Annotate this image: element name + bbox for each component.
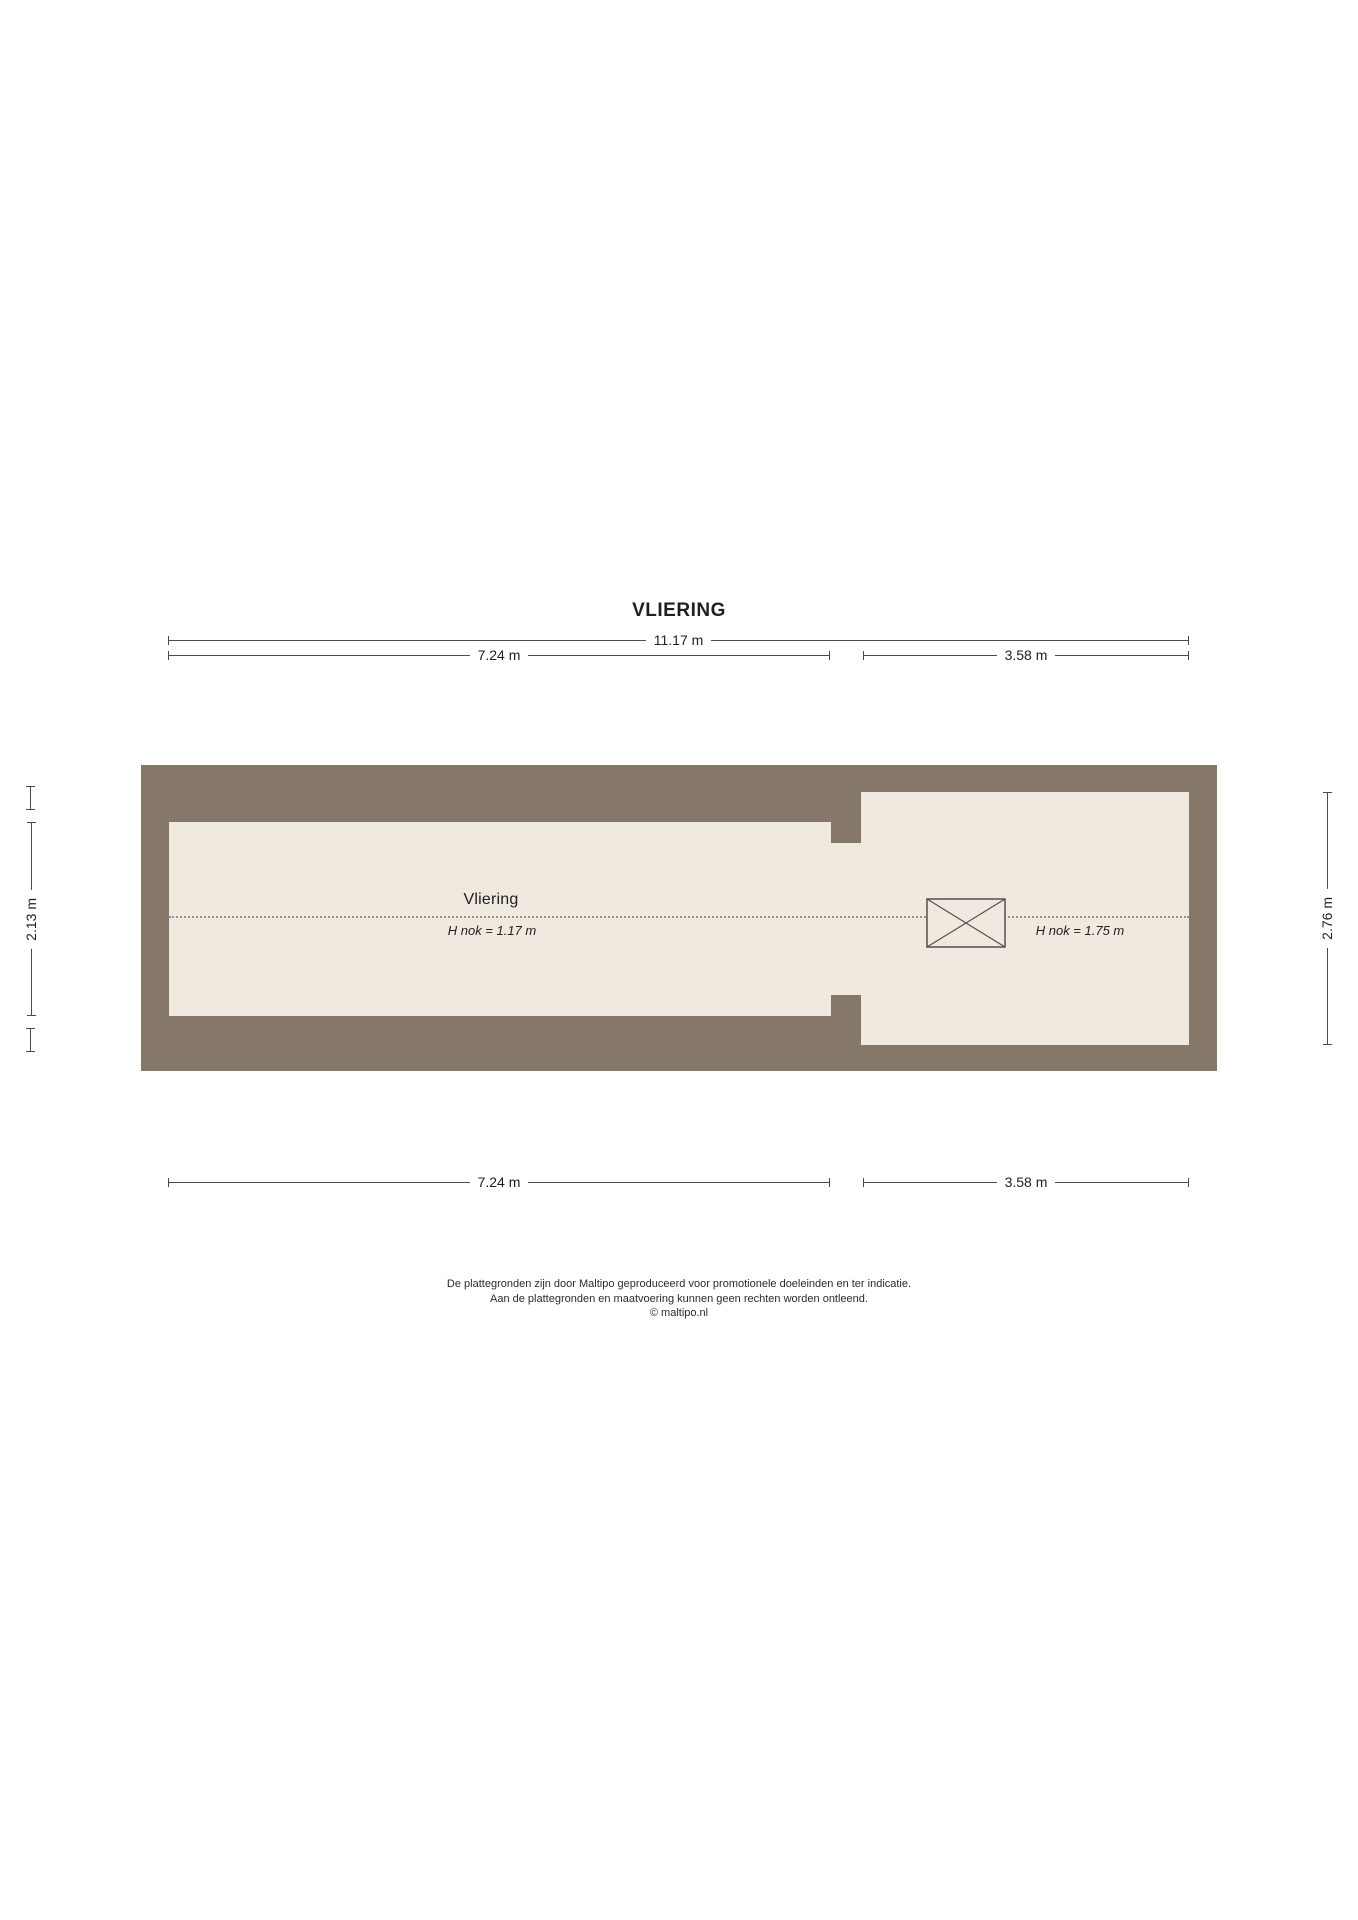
dimension-line (31, 823, 32, 890)
dimension-tick (829, 651, 830, 660)
dimension-line (1327, 793, 1328, 889)
dimension-label-bottom-left: 7.24 m (470, 1175, 529, 1189)
dimension-line (169, 655, 470, 656)
dimension-line (1055, 1182, 1188, 1183)
dimension-line (528, 1182, 829, 1183)
dimension-tick (1188, 651, 1189, 660)
dimension-line (528, 655, 829, 656)
room-left-area (169, 822, 831, 1016)
dimension-tick (1188, 636, 1189, 645)
dimension-line (31, 948, 32, 1015)
dimension-label-bottom-right: 3.58 m (997, 1175, 1056, 1189)
dimension-line (1055, 655, 1188, 656)
dimension-top-right (863, 646, 1189, 664)
dimension-top-left (168, 646, 830, 664)
footer-line-2: Aan de plattegronden en maatvoering kunnen geen rechten worden ontleend. (490, 1292, 868, 1305)
dimension-line (1327, 948, 1328, 1044)
dimension-bottom-right (863, 1173, 1189, 1191)
wall-extent-mark-bottom (26, 1028, 35, 1052)
footer-line-1: De plattegronden zijn door Maltipo geproduceerd voor promotionele doeleinden en ter indicatie. (446, 1278, 912, 1290)
dimension-line (864, 1182, 997, 1183)
room-right-area (861, 792, 1189, 1045)
room-passage (831, 843, 861, 995)
wall-extent-mark-top (26, 786, 35, 810)
dimension-tick (27, 1015, 36, 1016)
dimension-line (864, 655, 997, 656)
dimension-line (711, 640, 1188, 641)
ridge-height-note-right: H nok = 1.75 m (1035, 923, 1125, 938)
dimension-line (169, 1182, 470, 1183)
dimension-tick (1323, 1044, 1332, 1045)
ridge-height-note-left: H nok = 1.17 m (447, 923, 537, 938)
footer-line-3: © maltipo.nl (649, 1307, 709, 1319)
dimension-tick (1188, 1178, 1189, 1187)
room-label-vliering: Vliering (463, 891, 519, 908)
dimension-line (169, 640, 646, 641)
dimension-label-total-width: 11.17 m (646, 633, 712, 647)
page-title: VLIERING (632, 600, 726, 621)
dimension-side-right (1318, 792, 1336, 1045)
dimension-bottom-left (168, 1173, 830, 1191)
dimension-side-left (22, 822, 40, 1016)
footer-disclaimer (0, 1277, 1358, 1321)
dimension-label-side-right: 2.76 m (1320, 889, 1334, 948)
dimension-tick (829, 1178, 830, 1187)
ridge-dotted-line (169, 916, 1189, 918)
dimension-label-side-left: 2.13 m (24, 890, 38, 949)
dimension-label-top-left: 7.24 m (470, 648, 529, 662)
dimension-label-top-right: 3.58 m (997, 648, 1056, 662)
